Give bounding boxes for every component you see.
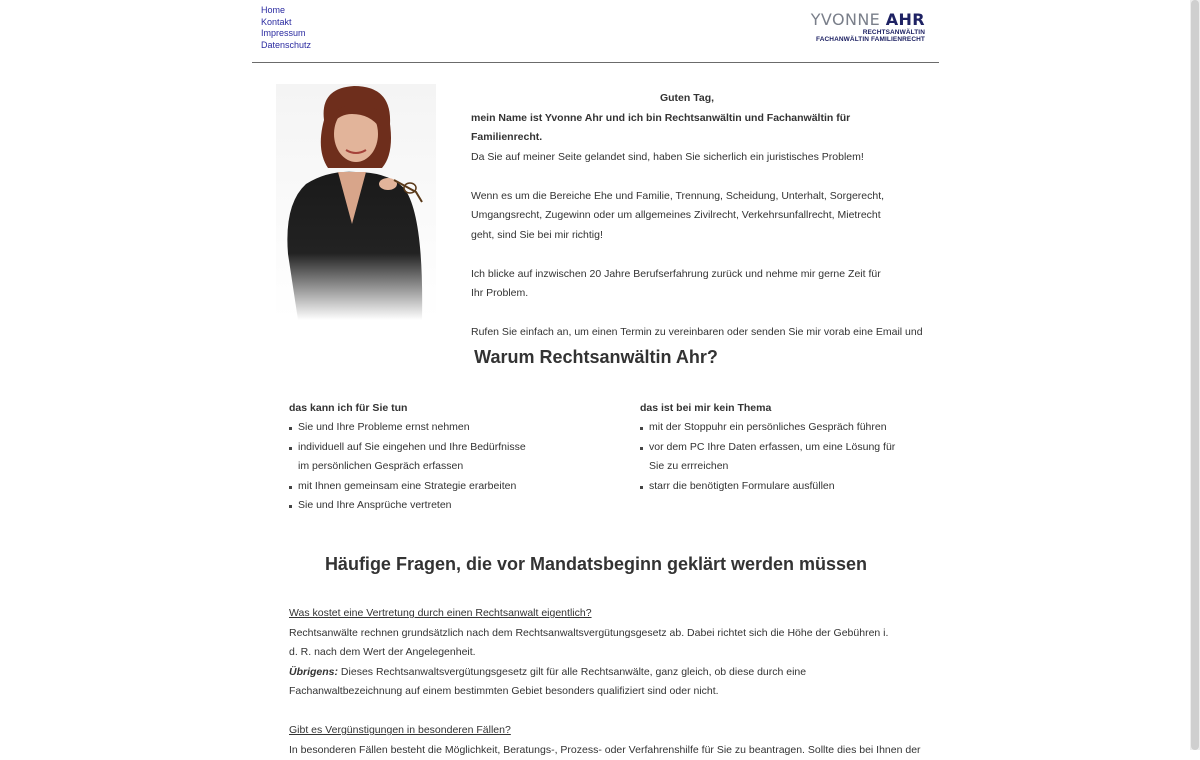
faq-answer-1: Rechtsanwälte rechnen grundsätzlich nach dem Rechtsanwaltsvergütungsgesetz ab. Dabei richtet sich die Höhe der Gebühren i. d. R. nach dem Wert der Angelegenheit.: [289, 624, 899, 663]
nav-impressum[interactable]: Impressum: [261, 28, 311, 40]
why-left-title: das kann ich für Sie tun: [289, 398, 561, 418]
site-header: [252, 0, 939, 63]
greeting: Guten Tag,: [471, 89, 903, 109]
logo-subtitle-1: RECHTSANWÄLTIN: [811, 29, 925, 36]
logo-first-name: YVONNE: [811, 10, 880, 29]
faq-note: [289, 663, 901, 702]
faq-question-2: Gibt es Vergünstigungen in besonderen Fällen?: [289, 721, 909, 741]
faq-question-1: Was kostet eine Vertretung durch einen Rechtsanwalt eigentlich?: [289, 604, 909, 624]
faq-note-text: Dieses Rechtsanwaltsvergütungsgesetz gilt für alle Rechtsanwälte, ganz gleich, ob diese durch eine Fachanwaltbezeichnung auf einem bestimmten Gebiet besonders qualifiziert sind oder nicht.: [289, 666, 806, 698]
site-logo[interactable]: [811, 11, 925, 43]
spacer: [471, 167, 911, 187]
intro-paragraph-4: Rufen Sie einfach an, um einen Termin zu vereinbaren oder senden Sie mir vorab eine Email und: [471, 323, 911, 343]
scrollbar-thumb[interactable]: [1191, 0, 1199, 750]
list-item: individuell auf Sie eingehen und Ihre Bedürfnisse im persönlichen Gespräch erfassen: [289, 438, 538, 477]
nav-home[interactable]: Home: [261, 5, 311, 17]
logo-subtitle-2: FACHANWÄLTIN FAMILIENRECHT: [811, 36, 925, 43]
list-item: vor dem PC Ihre Daten erfassen, um eine Lösung für Sie zu errreichen: [640, 438, 911, 477]
spacer: [471, 304, 911, 324]
nav-kontakt[interactable]: Kontakt: [261, 17, 311, 29]
faq-heading: Häufige Fragen, die vor Mandatsbeginn geklärt werden müssen: [289, 552, 903, 576]
spacer: [471, 245, 911, 265]
vertical-scrollbar[interactable]: [1190, 0, 1200, 750]
spacer: [289, 702, 909, 722]
why-left-column: [289, 398, 561, 516]
list-item: mit Ihnen gemeinsam eine Strategie erarbeiten: [289, 477, 561, 497]
why-right-list: [640, 418, 912, 496]
intro-name-line: mein Name ist Yvonne Ahr und ich bin Rechtsanwältin und Fachanwältin für Familienrecht.: [471, 109, 911, 148]
intro-paragraph-2: Wenn es um die Bereiche Ehe und Familie, Trennung, Scheidung, Unterhalt, Sorgerecht, Umgangsrecht, Zugewinn oder um allgemeines Zivilrecht, Verkehrsunfallrecht, Mietrecht geht, sind Sie bei mir richtig!: [471, 187, 901, 246]
list-item: mit der Stoppuhr ein persönliches Gespräch führen: [640, 418, 912, 438]
list-item: Sie und Ihre Probleme ernst nehmen: [289, 418, 561, 438]
why-left-list: [289, 418, 561, 516]
list-item: starr die benötigten Formulare ausfüllen: [640, 477, 912, 497]
faq-answer-2: In besonderen Fällen besteht die Möglichkeit, Beratungs-, Prozess- oder Verfahrenshilfe für Sie zu beantragen. Sollte dies bei Ihnen der: [289, 741, 909, 760]
intro-paragraph-3: Ich blicke auf inzwischen 20 Jahre Berufserfahrung zurück und nehme mir gerne Zeit für Ihr Problem.: [471, 265, 883, 304]
list-item: Sie und Ihre Ansprüche vertreten: [289, 496, 561, 516]
faq-section: [289, 604, 909, 760]
intro-paragraph-1: Da Sie auf meiner Seite gelandet sind, haben Sie sicherlich ein juristisches Problem!: [471, 148, 901, 168]
portrait-image: [276, 84, 436, 320]
main-nav: [261, 5, 311, 52]
nav-datenschutz[interactable]: Datenschutz: [261, 40, 311, 52]
why-right-title: das ist bei mir kein Thema: [640, 398, 912, 418]
why-right-column: [640, 398, 912, 496]
logo-name: [811, 11, 925, 29]
logo-last-name: AHR: [886, 10, 925, 29]
why-heading: Warum Rechtsanwältin Ahr?: [452, 345, 740, 369]
intro-text: [471, 89, 911, 343]
faq-note-label: Übrigens:: [289, 666, 338, 678]
